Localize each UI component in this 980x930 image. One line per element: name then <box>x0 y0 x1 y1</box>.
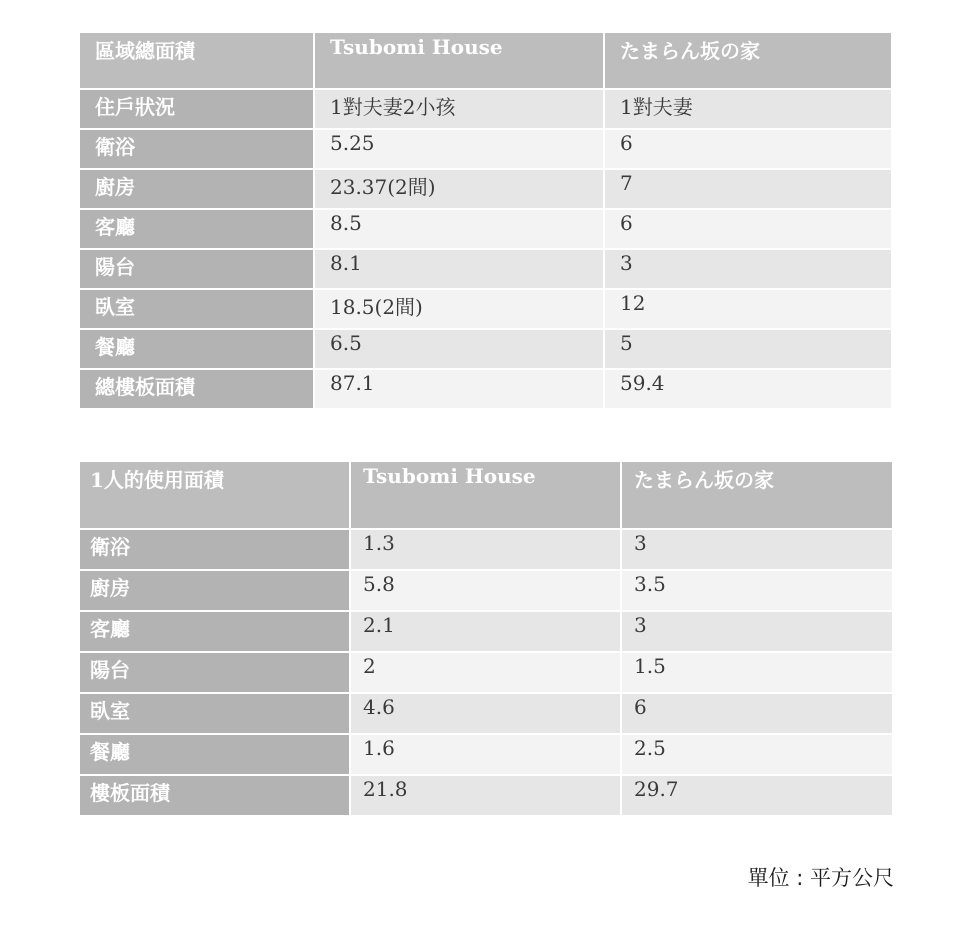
row-label-cell: 餐廳 <box>80 734 350 775</box>
table-row <box>80 693 892 734</box>
table-row <box>80 129 891 169</box>
table-row <box>80 529 892 570</box>
unit-note: 單位 : 平方公尺 <box>747 866 894 890</box>
header-column-cell: Tsubomi House <box>314 33 604 89</box>
value-cell: 87.1 <box>314 369 604 409</box>
value-cell: 18.5(2間) <box>314 289 604 329</box>
row-label-cell: 客廳 <box>80 611 350 652</box>
value-cell: 59.4 <box>604 369 891 409</box>
value-cell: 3 <box>621 529 892 570</box>
header-column-cell: たまらん坂の家 <box>604 33 891 89</box>
header-label-cell: 1人的使用面積 <box>80 462 350 529</box>
value-cell: 2 <box>350 652 621 693</box>
value-cell: 8.5 <box>314 209 604 249</box>
header-row <box>80 33 891 89</box>
value-cell: 8.1 <box>314 249 604 289</box>
header-row <box>80 462 892 529</box>
table-row <box>80 734 892 775</box>
table-row <box>80 329 891 369</box>
value-cell: 1對夫妻2小孩 <box>314 89 604 129</box>
value-cell: 5 <box>604 329 891 369</box>
value-cell: 6 <box>604 209 891 249</box>
table-row <box>80 369 891 409</box>
per-person-area-table <box>80 462 892 817</box>
value-cell: 2.1 <box>350 611 621 652</box>
row-label-cell: 總樓板面積 <box>80 369 314 409</box>
value-cell: 6 <box>621 693 892 734</box>
header-label-cell: 區域總面積 <box>80 33 314 89</box>
row-label-cell: 廚房 <box>80 570 350 611</box>
table-row <box>80 775 892 816</box>
value-cell: 23.37(2間) <box>314 169 604 209</box>
table-row <box>80 249 891 289</box>
header-column-cell: たまらん坂の家 <box>621 462 892 529</box>
table-row <box>80 169 891 209</box>
value-cell: 21.8 <box>350 775 621 816</box>
table-row <box>80 89 891 129</box>
value-cell: 29.7 <box>621 775 892 816</box>
table-row <box>80 570 892 611</box>
row-label-cell: 衛浴 <box>80 129 314 169</box>
value-cell: 1.5 <box>621 652 892 693</box>
row-label-cell: 住戶狀況 <box>80 89 314 129</box>
value-cell: 3 <box>604 249 891 289</box>
value-cell: 1對夫妻 <box>604 89 891 129</box>
table-row <box>80 209 891 249</box>
table-row <box>80 289 891 329</box>
value-cell: 6 <box>604 129 891 169</box>
row-label-cell: 陽台 <box>80 652 350 693</box>
row-label-cell: 廚房 <box>80 169 314 209</box>
value-cell: 5.8 <box>350 570 621 611</box>
row-label-cell: 餐廳 <box>80 329 314 369</box>
value-cell: 1.3 <box>350 529 621 570</box>
row-label-cell: 臥室 <box>80 693 350 734</box>
row-label-cell: 樓板面積 <box>80 775 350 816</box>
value-cell: 3 <box>621 611 892 652</box>
value-cell: 1.6 <box>350 734 621 775</box>
value-cell: 6.5 <box>314 329 604 369</box>
row-label-cell: 客廳 <box>80 209 314 249</box>
value-cell: 3.5 <box>621 570 892 611</box>
value-cell: 4.6 <box>350 693 621 734</box>
value-cell: 7 <box>604 169 891 209</box>
header-column-cell: Tsubomi House <box>350 462 621 529</box>
value-cell: 2.5 <box>621 734 892 775</box>
row-label-cell: 衛浴 <box>80 529 350 570</box>
table-row <box>80 611 892 652</box>
row-label-cell: 臥室 <box>80 289 314 329</box>
total-area-table <box>80 33 891 410</box>
value-cell: 5.25 <box>314 129 604 169</box>
table-row <box>80 652 892 693</box>
row-label-cell: 陽台 <box>80 249 314 289</box>
value-cell: 12 <box>604 289 891 329</box>
